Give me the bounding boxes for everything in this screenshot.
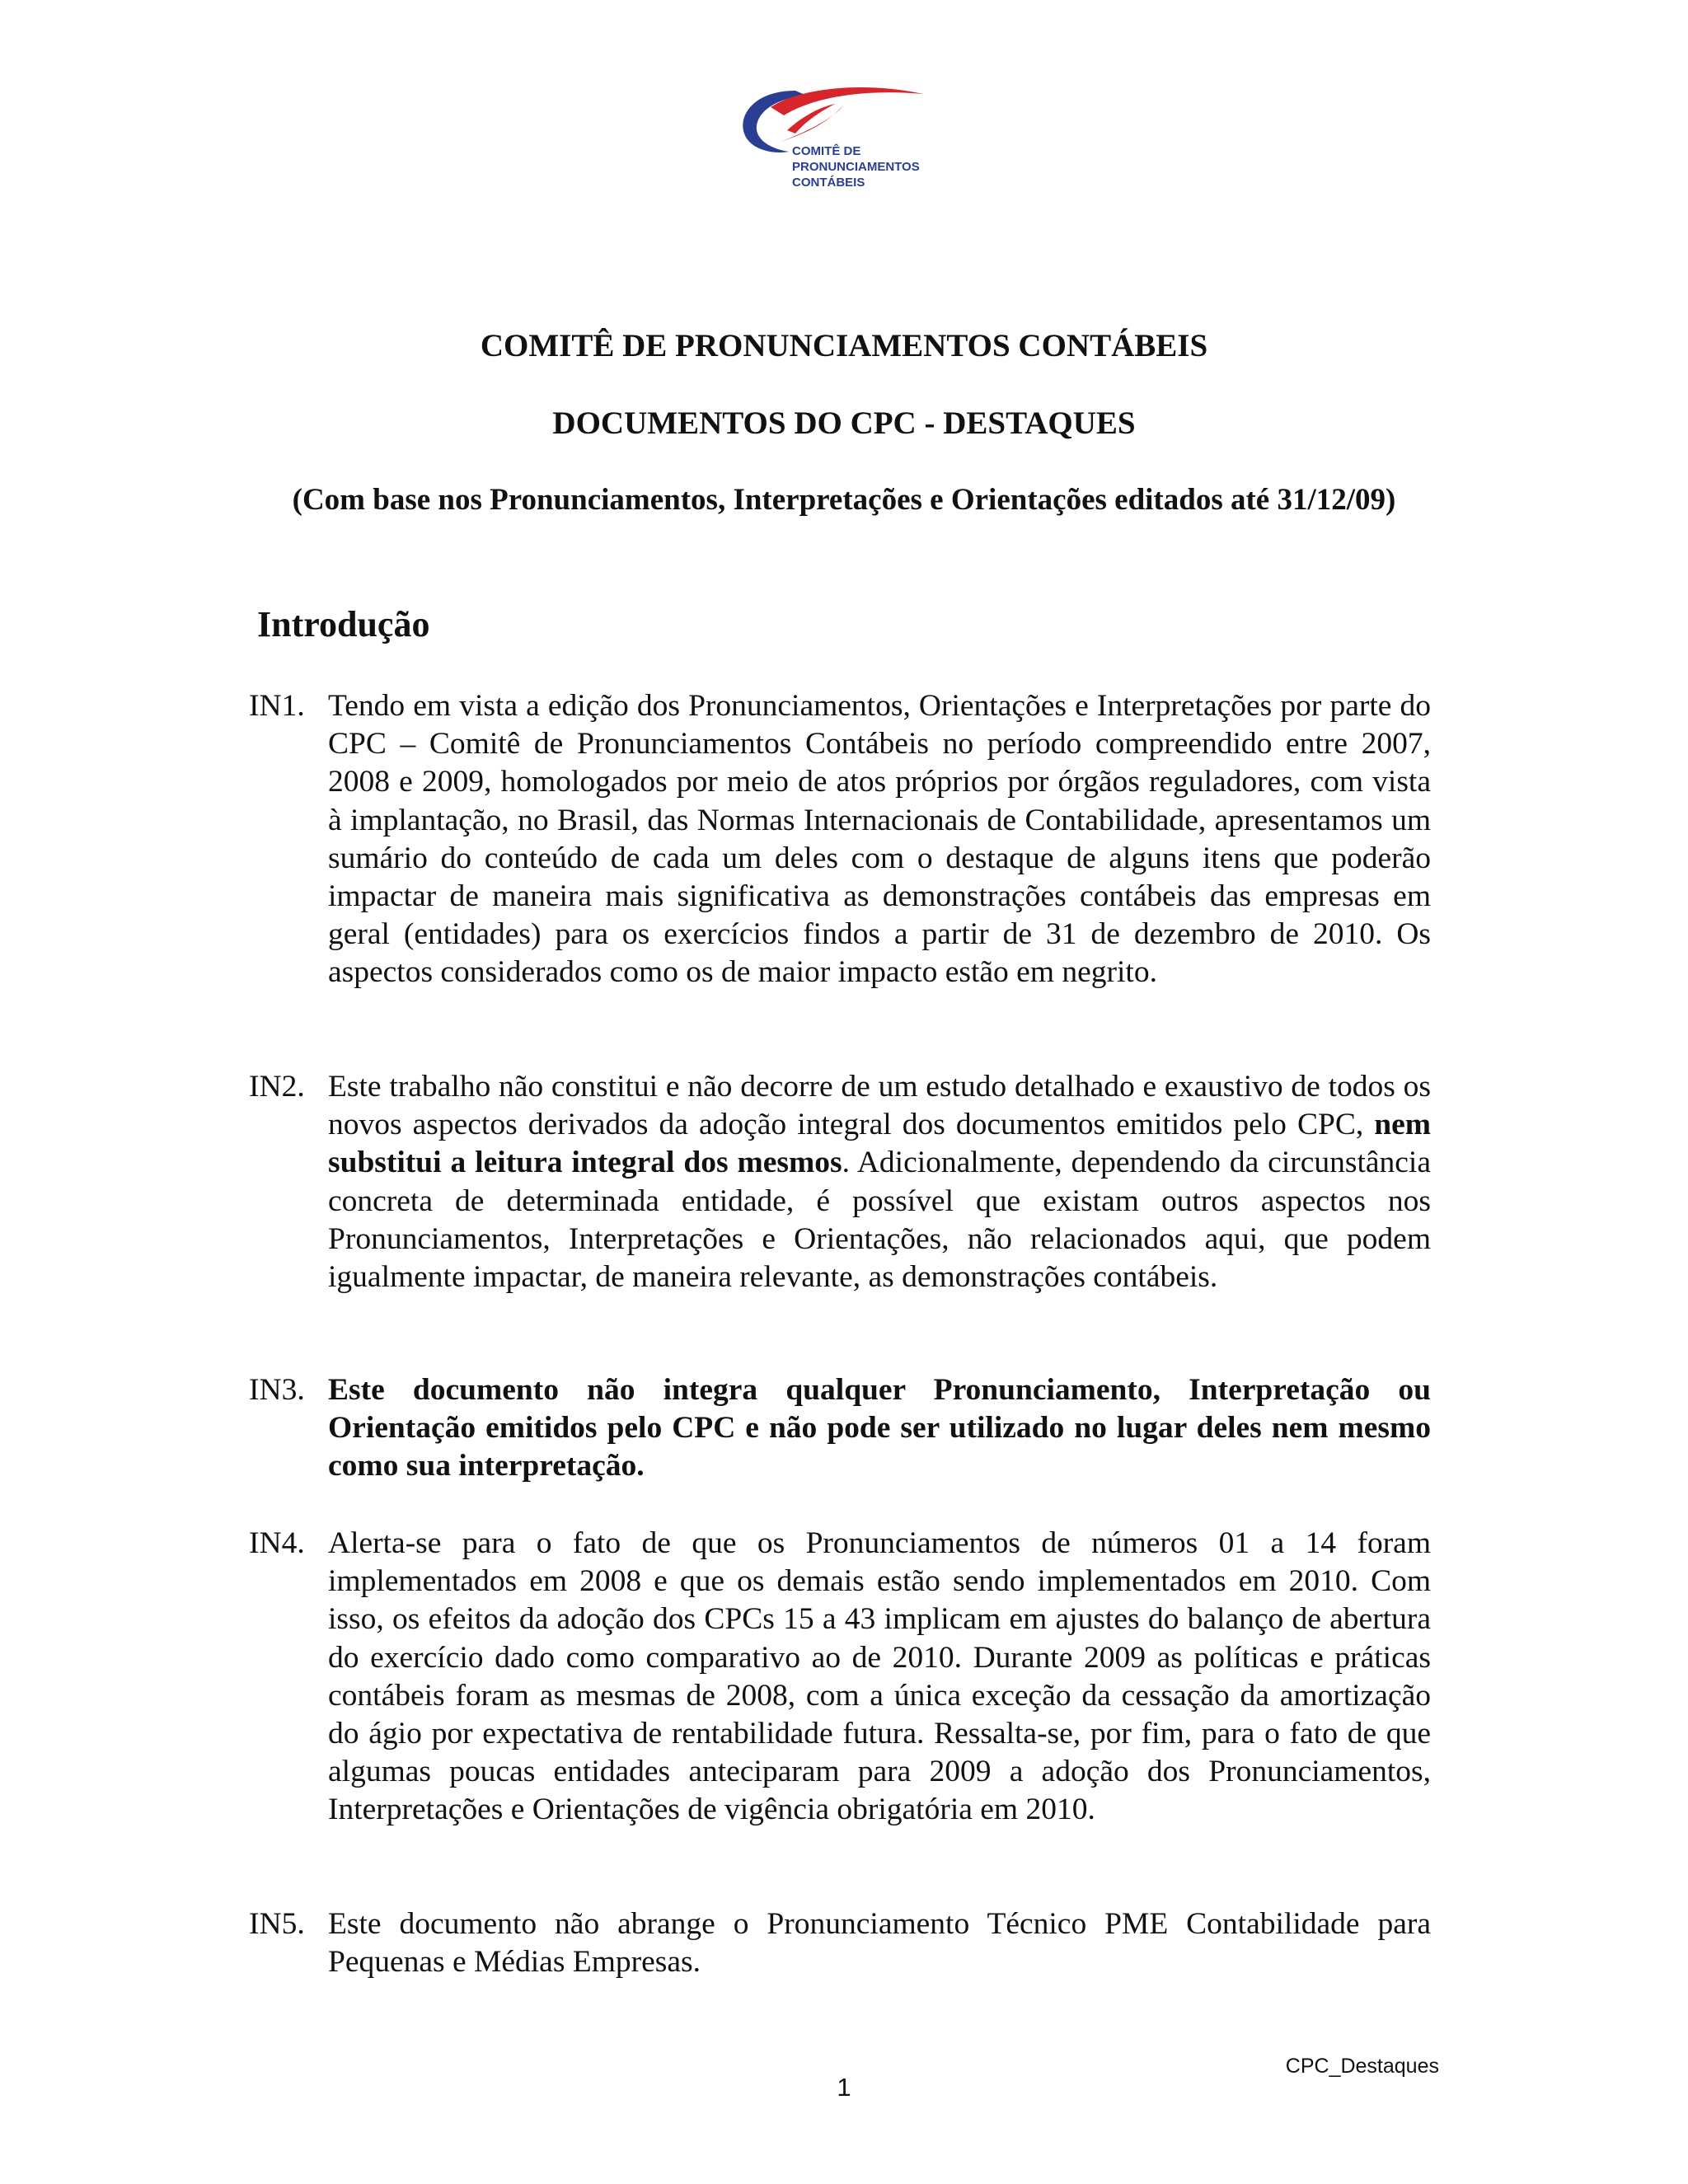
paragraph-number: IN5. xyxy=(249,1907,305,1941)
paragraph-text xyxy=(328,1068,1431,1296)
paragraph-in5 xyxy=(249,1905,1431,1981)
document-subtitle: DOCUMENTOS DO CPC - DESTAQUES xyxy=(552,405,1136,441)
paragraph-text: Tendo em vista a edição dos Pronunciamentos, Orientações e Interpretações por parte do CPC – Comitê de Pronunciamentos Contábeis no período compreendido entre 2007, 2008 e 2009, homologados por meio de atos próprios por órgãos reguladores, com vista à implantação, no Brasil, das Normas Internacionais de Contabilidade, apresentamos um sumário do conteúdo de cada um deles com o destaque de alguns itens que poderão impactar de maneira mais significativa as demonstrações contábeis das empresas em geral (entidades) para os exercícios findos a partir de 31 de dezembro de 2010. Os aspectos considerados como os de maior impacto estão em negrito. xyxy=(328,689,1431,990)
paragraph-text-part: . Adicionalmente, dependendo da circunstância concreta de determinada entidade, é possível que existam outros aspectos nos Pronunciamentos, Interpretações e Orientações, não relacionados aqui, que podem igualmente impactar, de maneira relevante, as demonstrações contábeis. xyxy=(328,1146,1431,1295)
document-note: (Com base nos Pronunciamentos, Interpretações e Orientações editados até 31/12/09) xyxy=(292,483,1396,517)
paragraph-number: IN3. xyxy=(249,1373,305,1407)
logo-line3: CONTÁBEIS xyxy=(792,176,865,190)
paragraph-in3 xyxy=(249,1371,1431,1486)
section-title: Introdução xyxy=(257,604,430,644)
paragraph-number: IN2. xyxy=(249,1070,305,1104)
paragraph-in1 xyxy=(249,687,1431,992)
paragraph-text-bold: nem substitui a leitura integral dos mesmos xyxy=(328,1108,1431,1180)
paragraph-in2 xyxy=(249,1068,1431,1296)
footer-label: CPC_Destaques xyxy=(1285,2055,1439,2078)
page-number: 1 xyxy=(837,2073,851,2102)
paragraph-text-bold: Este documento não integra qualquer Pronunciamento, Interpretação ou Orientação emitidos pelo CPC e não pode ser utilizado no lugar deles nem mesmo como sua interpretação. xyxy=(328,1373,1431,1483)
cpc-logo xyxy=(738,82,977,198)
paragraph-text: Alerta-se para o fato de que os Pronunciamentos de números 01 a 14 foram implementados em 2008 e que os demais estão sendo implementados em 2010. Com isso, os efeitos da adoção dos CPCs 15 a 43 implicam em ajustes do balanço de abertura do exercício dado como comparativo ao de 2010. Durante 2009 as políticas e práticas contábeis foram as mesmas de 2008, com a única exceção da cessação da amortização do ágio por expectativa de rentabilidade futura. Ressalta-se, por fim, para o fato de que algumas poucas entidades anteciparam para 2009 a adoção dos Pronunciamentos, Interpretações e Orientações de vigência obrigatória em 2010. xyxy=(328,1526,1431,1827)
logo-line1: COMITÊ DE xyxy=(792,144,861,158)
logo-line2: PRONUNCIAMENTOS xyxy=(792,160,920,174)
paragraph-text-part: Este trabalho não constitui e não decorre de um estudo detalhado e exaustivo de todos os novos aspectos derivados da adoção integral dos documentos emitidos pelo CPC, xyxy=(328,1070,1431,1142)
paragraph-number: IN4. xyxy=(249,1526,305,1560)
document-title: COMITÊ DE PRONUNCIAMENTOS CONTÁBEIS xyxy=(480,328,1208,363)
paragraph-in4 xyxy=(249,1525,1431,1830)
paragraph-number: IN1. xyxy=(249,689,305,723)
paragraph-text: Este documento não abrange o Pronunciamento Técnico PME Contabilidade para Pequenas e Médias Empresas. xyxy=(328,1907,1431,1980)
